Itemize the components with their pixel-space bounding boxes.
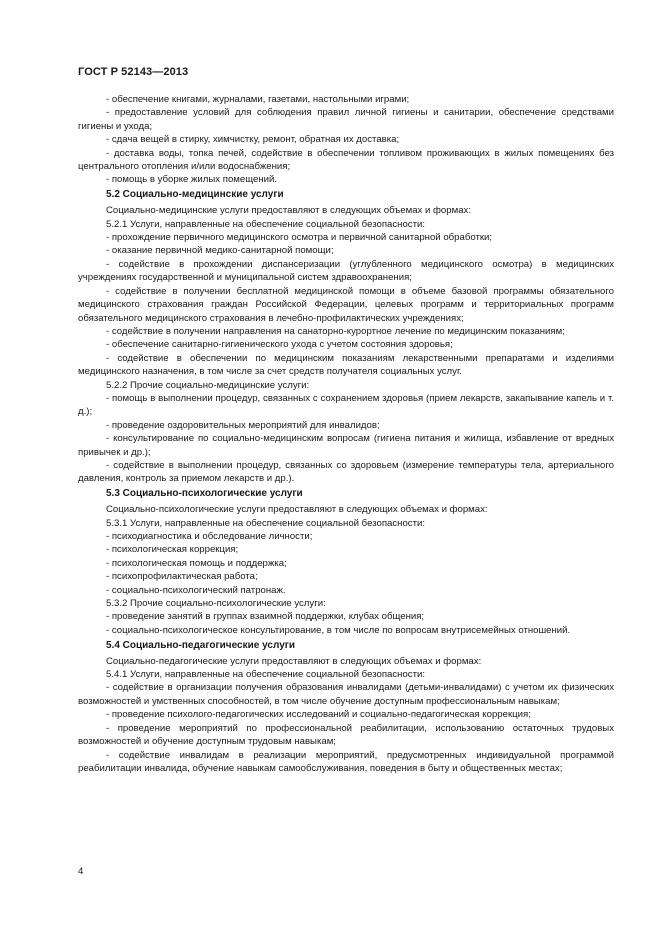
document-body — [78, 93, 614, 775]
paragraph: - социально-психологический патронаж. — [106, 584, 286, 596]
paragraph: - социально-психологическое консультирование, в том числе по вопросам внутрисемейных отношений. — [106, 624, 571, 636]
paragraph: 5.4.1 Услуги, направленные на обеспечение социальной безопасности: — [106, 669, 425, 681]
paragraph: - содействие в организации получения образования инвалидами (детьми-инвалидами) с учетом их физических возможностей и умственных способностей, в том числе обучение доступным профессиональным навыкам; — [78, 682, 614, 707]
paragraph: - консультирование по социально-медицинским вопросам (гигиена питания и жилища, избавление от вредных привычек и др.); — [78, 433, 614, 458]
paragraph: 5.3.1 Услуги, направленные на обеспечение социальной безопасности: — [106, 517, 425, 529]
paragraph: - проведение занятий в группах взаимной поддержки, клубах общения; — [106, 611, 425, 623]
paragraph: - содействие в прохождении диспансеризации (углубленного медицинского осмотра) в медицинских учреждениях государственной и муниципальной систем здравоохранения; — [78, 258, 614, 284]
paragraph: - содействие инвалидам в реализации мероприятий, предусмотренных индивидуальной программой реабилитации инвалида, обучение навыкам самообслуживания, поведения в быту и общественных местах; — [78, 749, 614, 774]
section-heading: 5.2 Социально-медицинские услуги — [106, 189, 284, 201]
page-header: ГОСТ Р 52143—2013 — [78, 66, 189, 78]
paragraph: - проведение мероприятий по профессиональной реабилитации, использованию остаточных трудовых возможностей и обучение доступным трудовым навыкам; — [78, 722, 614, 748]
paragraph: - содействие в выполнении процедур, связанных со здоровьем (измерение температуры тела, артериального давления, контроль за приемом лекарств и др.). — [78, 459, 614, 485]
paragraph: - помощь в выполнении процедур, связанных с сохранением здоровья (прием лекарств, закапывание капель и т. д.); — [78, 392, 614, 418]
paragraph: - психологическая помощь и поддержка; — [106, 557, 287, 569]
paragraph: - психодиагностика и обследование личности; — [106, 531, 313, 542]
paragraph: Социально-медицинские услуги предоставляют в следующих объемах и формах: — [106, 205, 471, 217]
paragraph: Социально-психологические услуги предоставляют в следующих объемах и формах: — [106, 504, 488, 516]
paragraph: - оказание первичной медико-санитарной помощи; — [106, 245, 334, 257]
paragraph: - помощь в уборке жилых помещений. — [106, 174, 278, 186]
paragraph: - сдача вещей в стирку, химчистку, ремонт, обратная их доставка; — [106, 134, 400, 146]
paragraph: 5.3.2 Прочие социально-психологические услуги: — [106, 598, 326, 610]
page-number: 4 — [78, 866, 84, 877]
paragraph: Социально-педагогические услуги предоставляют в следующих объемах и формах: — [106, 655, 482, 667]
paragraph: - обеспечение книгами, журналами, газетами, настольными играми; — [106, 94, 410, 105]
paragraph: 5.2.1 Услуги, направленные на обеспечение социальной безопасности: — [106, 218, 425, 230]
paragraph: - психологическая коррекция; — [106, 544, 239, 556]
paragraph: - психопрофилактическая работа; — [106, 571, 258, 583]
paragraph: 5.2.2 Прочие социально-медицинские услуги: — [106, 379, 310, 391]
paragraph: - прохождение первичного медицинского осмотра и первичной санитарной обработки; — [106, 232, 493, 244]
section-heading: 5.3 Социально-психологические услуги — [106, 488, 303, 500]
paragraph: - предоставление условий для соблюдения правил личной гигиены и санитарии, обеспечение средствами гигиены и ухода; — [78, 107, 614, 132]
section-heading: 5.4 Социально-педагогические услуги — [106, 639, 296, 651]
paragraph: - проведение оздоровительных мероприятий для инвалидов; — [106, 419, 380, 431]
paragraph: - проведение психолого-педагогических исследований и социально-педагогическая коррекция; — [106, 709, 531, 721]
paragraph: - доставка воды, топка печей, содействие в обеспечении топливом проживающих в жилых помещениях без центрального отопления и/или водоснабжения; — [78, 147, 614, 173]
paragraph: - содействие в обеспечении по медицинским показаниям лекарственными препаратами и изделиями медицинского назначения, в том числе за счет средств получателя социальных услуг. — [78, 352, 614, 378]
paragraph: - содействие в получении бесплатной медицинской помощи в объеме базовой программы обязательного медицинского страхования граждан Российской Федерации, целевых программ и территориальных программ обязательного медицинского страхования в лечебно-профилактических учреждениях; — [78, 285, 614, 324]
paragraph: - обеспечение санитарно-гигиенического ухода с учетом состояния здоровья; — [106, 339, 453, 351]
paragraph: - содействие в получении направления на санаторно-курортное лечение по медицинским показаниям; — [106, 325, 565, 337]
